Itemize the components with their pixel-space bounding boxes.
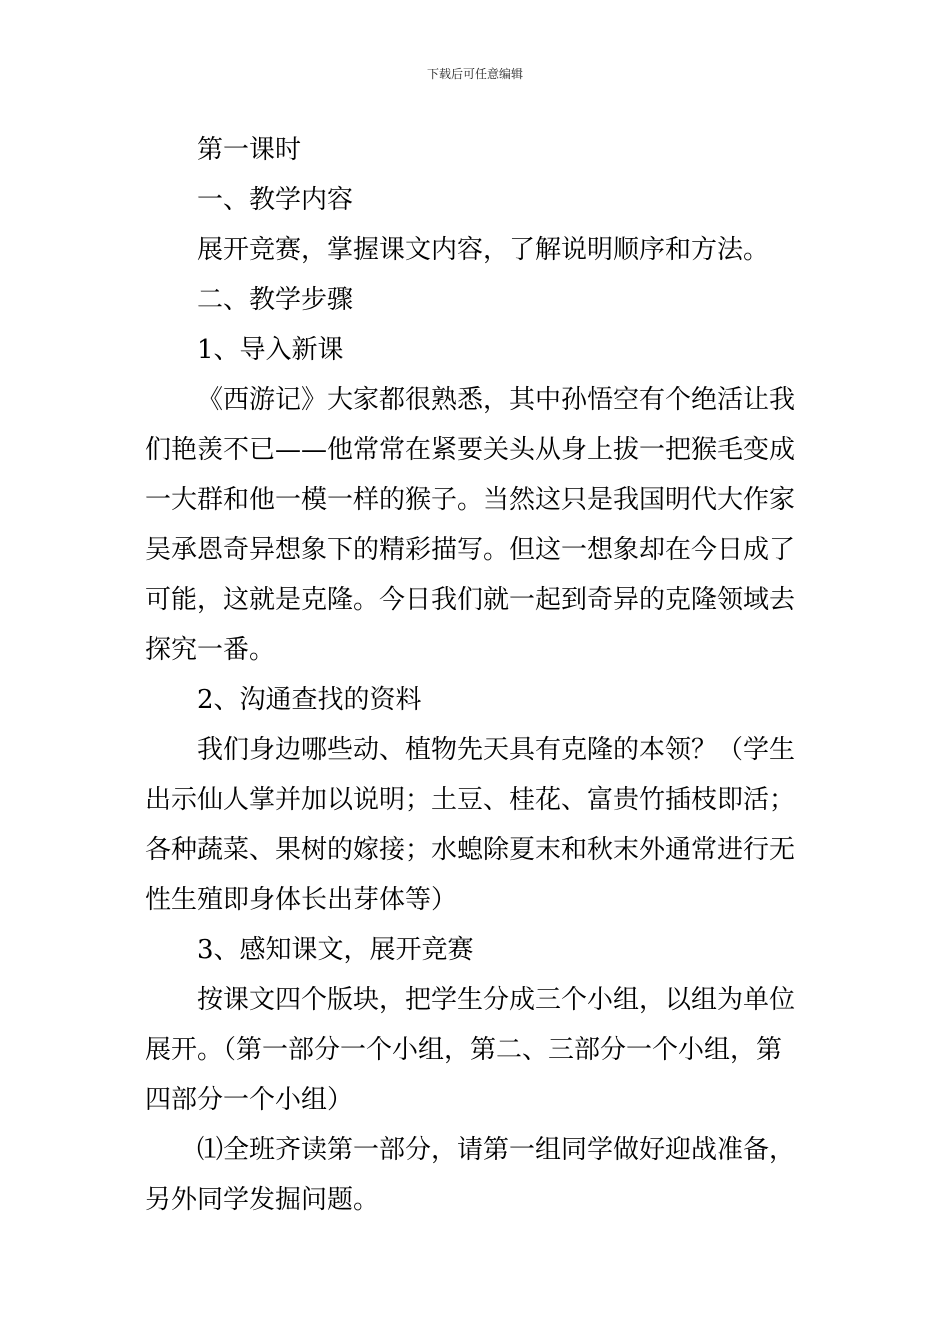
paragraph-line: 探究一番。 bbox=[145, 635, 276, 665]
step-heading-perceive: 3、感知课文，展开竞赛 bbox=[197, 935, 474, 965]
paragraph-line: 按课文四个版块，把学生分成三个小组，以组为单位 bbox=[197, 985, 796, 1015]
step-heading-intro: 1、导入新课 bbox=[197, 335, 344, 365]
paragraph-line: 展开竞赛，掌握课文内容，了解说明顺序和方法。 bbox=[197, 235, 770, 265]
paragraph-line: 《西游记》大家都很熟悉，其中孙悟空有个绝活让我 bbox=[197, 385, 796, 415]
paragraph-line: 可能，这就是克隆。今日我们就一起到奇异的克隆领域去 bbox=[145, 585, 796, 615]
paragraph-line: 一大群和他一模一样的猴子。当然这只是我国明代大作家 bbox=[145, 485, 796, 515]
page-header: 下载后可任意编辑 bbox=[426, 67, 523, 81]
paragraph-line: 出示仙人掌并加以说明；土豆、桂花、富贵竹插枝即活； bbox=[145, 785, 796, 815]
step-heading-exchange: 2、沟通查找的资料 bbox=[197, 685, 422, 715]
paragraph-line: ⑴全班齐读第一部分，请第一组同学做好迎战准备， bbox=[197, 1135, 796, 1165]
section-heading-content: 一、教学内容 bbox=[197, 185, 354, 215]
paragraph-line: 另外同学发掘问题。 bbox=[145, 1185, 380, 1215]
document-body bbox=[145, 125, 810, 1225]
paragraph-line: 性生殖即身体长出芽体等） bbox=[145, 885, 458, 915]
paragraph-line: 吴承恩奇异想象下的精彩描写。但这一想象却在今日成了 bbox=[145, 535, 796, 565]
paragraph-line: 四部分一个小组） bbox=[145, 1085, 354, 1115]
lesson-title: 第一课时 bbox=[197, 135, 302, 165]
paragraph-line: 各种蔬菜、果树的嫁接；水螅除夏末和秋末外通常进行无 bbox=[145, 835, 796, 865]
paragraph-line: 展开。（第一部分一个小组，第二、三部分一个小组，第 bbox=[145, 1035, 783, 1065]
paragraph-line: 们艳羡不已——他常常在紧要关头从身上拔一把猴毛变成 bbox=[145, 435, 796, 465]
section-heading-steps: 二、教学步骤 bbox=[197, 285, 354, 315]
paragraph-line: 我们身边哪些动、植物先天具有克隆的本领？（学生 bbox=[197, 735, 796, 765]
